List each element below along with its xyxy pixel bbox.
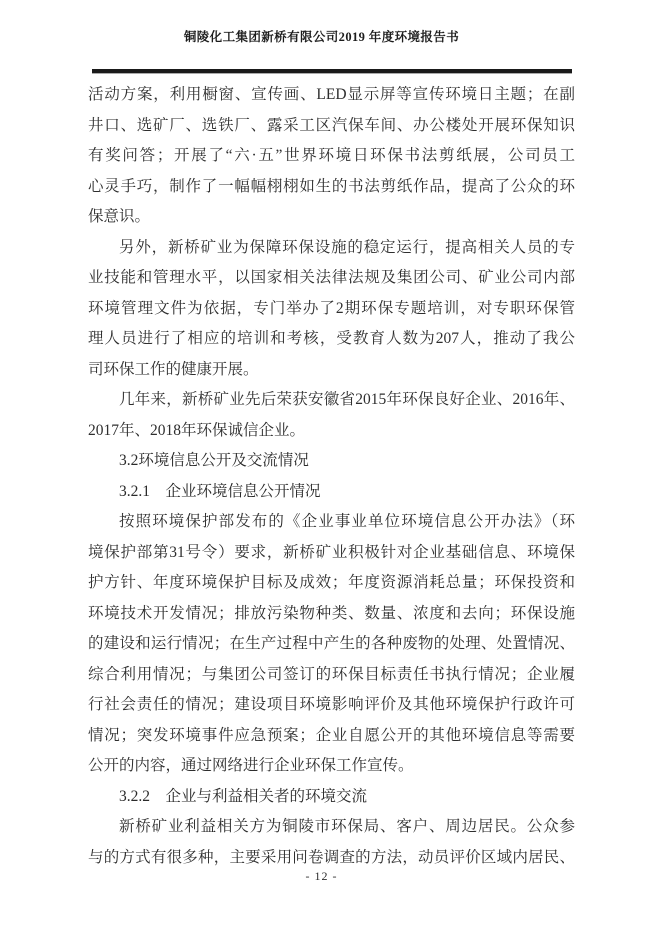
section-heading-3-2-1 (88, 477, 575, 508)
text-line: 业技能和管理水平，以国家相关法律法规及集团公司、矿业公司内部 (88, 269, 575, 286)
text-line: 几年来，新桥矿业先后荣获安徽省2015年环保良好企业、2016年、 (119, 391, 575, 408)
page-footer (78, 869, 565, 884)
section-heading-3-2-2 (88, 782, 575, 813)
text-line: 2017年、2018年环保诚信企业。 (88, 421, 306, 439)
header-rule (92, 69, 572, 73)
text-line: 保意识。 (88, 208, 151, 225)
heading-line: 3.2.2 企业与利益相关者的环境交流 (119, 787, 368, 805)
text-line: 心灵手巧，制作了一幅幅栩栩如生的书法剪纸作品，提高了公众的环 (88, 177, 575, 195)
text-line: 护方针、年度环境保护目标及成效；年度资源消耗总量；环保投资和 (88, 574, 575, 591)
text-line: 环境技术开发情况；排放污染物种类、数量、浓度和去向；环保设施 (88, 604, 575, 622)
text-line: 环境管理文件为依据，专门举办了2期环保专题培训，对专职环保管 (88, 299, 575, 317)
text-line: 情况；突发环境事件应急预案；企业自愿公开的其他环境信息等需要 (88, 726, 575, 744)
text-line: 境保护部第31号令）要求，新桥矿业积极针对企业基础信息、环境保 (88, 543, 575, 561)
text-line: 理人员进行了相应的培训和考核，受教育人数为207人，推动了我公 (88, 330, 575, 347)
text-line: 行社会责任的情况；建设项目环境影响评价及其他环境保护行政许可 (88, 696, 575, 713)
heading-line: 3.2.1 企业环境信息公开情况 (119, 482, 321, 500)
paragraph-stakeholder-communication (88, 812, 575, 873)
text-line: 按照环境保护部发布的《企业事业单位环境信息公开办法》（环 (119, 513, 575, 530)
text-line: 另外，新桥矿业为保障环保设施的稳定运行，提高相关人员的专 (119, 238, 575, 256)
text-line: 司环保工作的健康开展。 (88, 360, 259, 378)
paragraph-information-disclosure (88, 507, 575, 782)
paragraph-honors (88, 385, 575, 446)
page-number: - 12 - (305, 869, 338, 883)
text-line: 新桥矿业利益相关方为铜陵市环保局、客户、周边居民。公众参 (119, 818, 575, 835)
text-line: 综合利用情况；与集团公司签订的环保目标责任书执行情况；企业履 (88, 665, 575, 683)
paragraph-environment-day-activities (88, 80, 575, 233)
text-line: 公开的内容，通过网络进行企业环保工作宣传。 (88, 757, 414, 774)
document-body (88, 80, 575, 873)
paragraph-environmental-training (88, 233, 575, 386)
text-line: 与的方式有很多种，主要采用问卷调查的方法，动员评价区域内居民、 (88, 848, 575, 866)
text-line: 井口、选矿厂、选铁厂、露采工区汽保车间、办公楼处开展环保知识 (88, 116, 575, 134)
header-title: 铜陵化工集团新桥有限公司2019 年度环境报告书 (183, 30, 460, 44)
heading-line: 3.2环境信息公开及交流情况 (119, 452, 309, 469)
text-line: 的建设和运行情况；在生产过程中产生的各种废物的处理、处置情况、 (88, 635, 575, 652)
section-heading-3-2 (88, 446, 575, 477)
text-line: 有奖问答；开展了“六·五”世界环境日环保书法剪纸展，公司员工 (88, 147, 575, 164)
text-line: 活动方案，利用橱窗、宣传画、LED显示屏等宣传环境日主题；在副 (88, 86, 575, 103)
